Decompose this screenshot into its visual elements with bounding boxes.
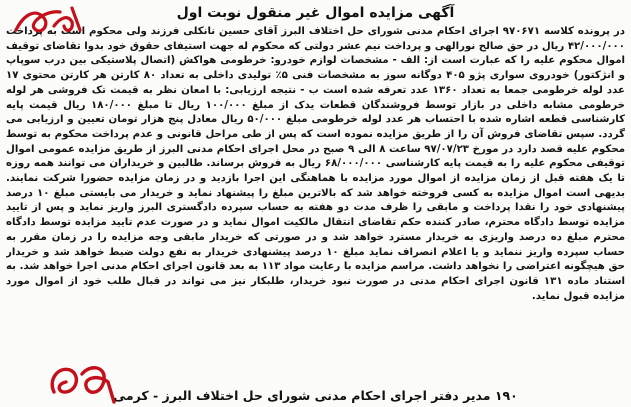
- notice-footer: ۱۹۰ مدیر دفتر اجرای احکام مدنی شورای حل اختلاف البرز - کرمی: [113, 387, 518, 403]
- notice-footer-bar: [0, 385, 631, 405]
- notice-body: در پرونده کلاسه ۹۷۰۶۷۱ اجرای احکام مدنی شورای حل اختلاف البرز آقای حسین نانکلی فرزند ولی محکوم است به پرداخت ۴۲/۰۰۰/۰۰۰ ریال در حق صالح نورالهی و پرداخت نیم عشر دولتی که محکوم له جهت استیفای حقوق خود بدوا تقاضای توقیف اموال محکوم علیه را که عبارت است از: الف - مشخصات لوازم خودرو: خرطومی هواکش (اتصال پلاستیکی بین درب سوپاپ و انژکتور) خودروی سواری پژو ۴۰۵ دوگانه سوز به مشخصات فنی ۵٪ تولیدی داخلی به تعداد ۸۰ کارتن هر کارتن محتوی ۱۷ عدد لوله خرطومی جمعا به تعداد ۱۳۶۰ عدد تعرفه شده است ب - نتیجه ارزیابی: با امعان نظر به قیمت تک فروشی هر لوله خرطومی مشابه داخلی در بازار توسط فروشندگان قطعات یدک از مبلغ ۱۰۰/۰۰۰ ریال تا مبلغ ۱۸۰/۰۰۰ ریال قیمت پایه کارشناسی قطعه اشاره شده با احتساب هر عدد لوله خرطومی مبلغ ۵۰/۰۰۰ ریال معادل پنج هزار تومان تعیین و ارزیابی می گردد. سپس تقاضای فروش آن را از طریق مزایده نموده است که پس از طی مراحل قانونی و عدم پرداخت محکوم به توسط محکوم علیه قصد دارد در مورخ ۹۷/۰۷/۲۳ ساعت ۸ الی ۹ صبح در محل اجرای احکام مدنی البرز از طریق مزایده عمومی اموال توقیفی محکوم علیه را به قیمت پایه کارشناسی ۶۸/۰۰۰/۰۰۰ ریال به فروش برساند. طالبین و خریداران می توانند همه روزه تا یک هفته قبل از زمان مزایده از اموال مورد مزایده با هماهنگی این اجرا بازدید و در زمان مزایده حضورا شرکت نمایند. بدیهی است اموال مزایده به کسی فروخته خواهد شد که بالاترین مبلغ را پیشنهاد نماید و خریدار می بایستی مبلغ ۱۰ درصد پیشنهادی خود را نقدا پرداخت و مابقی را ظرف مدت دو هفته به حساب سپرده دادگستری البرز واریز نماید و پس از تایید مزایده توسط دادگاه محترم، صادر کننده حکم تقاضای انتقال مالکیت اموال نماید و در صورت عدم تایید مزایده توسط دادگاه محترم مبلغ ده درصد واریزی به خریدار مسترد خواهد شد و در صورتی که خریدار مابقی وجه مزایده را در زمان مقرر به حساب سپرده واریز ننماید و یا اعلام انصراف نماید مبلغ ۱۰ درصد پیشنهادی خریدار به نفع دولت ضبط خواهد شد و خریدار حق هیچگونه اعتراضی را نخواهد داشت. مراسم مزایده با رعایت مواد ۱۱۳ به بعد قانون اجرای احکام مدنی اجرا خواهد شد. به استناد ماده ۱۳۱ قانون اجرای احکام مدنی در صورت نبود خریدار، طلبکار نیز می تواند در قبال طلب خود از اموال مورد مزایده قبول نماید.: [6, 26, 625, 302]
- notice-title: آگهی مزایده اموال غیر منقول نوبت اول: [176, 5, 455, 21]
- notice-title-bar: [0, 2, 631, 24]
